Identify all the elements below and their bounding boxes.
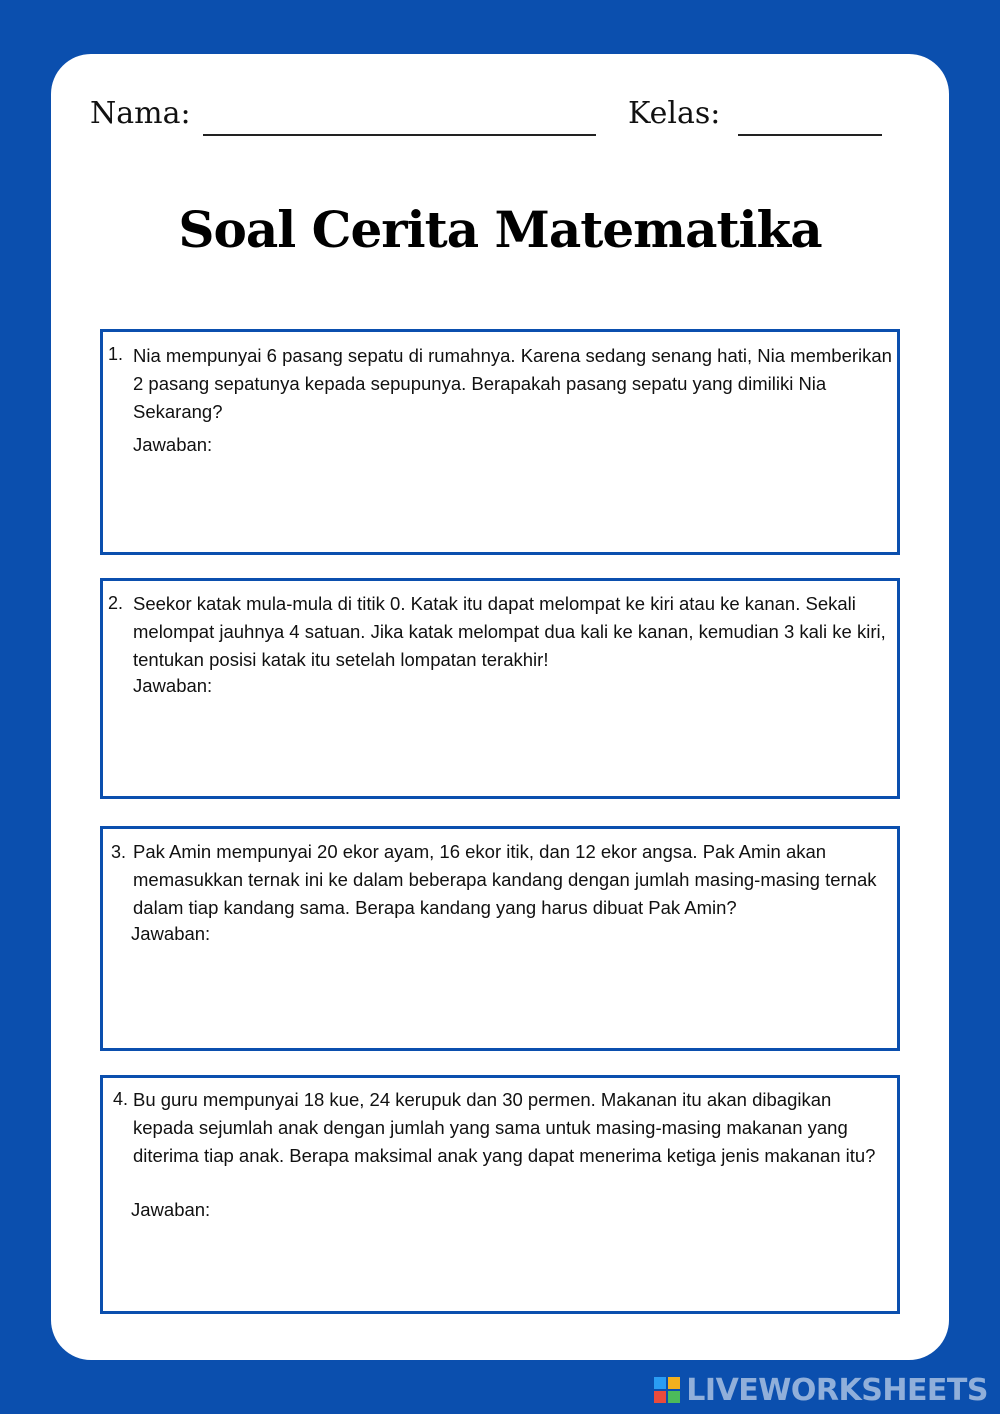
- class-blank-line[interactable]: [738, 134, 882, 136]
- answer-area[interactable]: [133, 705, 883, 785]
- question-number: 4.: [113, 1089, 129, 1109]
- question-number: 3.: [111, 842, 127, 862]
- question-number: 1.: [108, 344, 124, 364]
- answer-area[interactable]: [133, 953, 883, 1038]
- watermark-text: LIVEWORKSHEETS: [686, 1372, 988, 1408]
- student-header: [90, 96, 890, 146]
- liveworksheets-watermark: [654, 1372, 988, 1408]
- answer-label: Jawaban:: [133, 675, 213, 696]
- liveworksheets-logo-icon: [654, 1377, 680, 1403]
- name-blank-line[interactable]: [203, 134, 596, 136]
- question-box-2: [100, 578, 900, 799]
- name-label: Nama:: [90, 96, 191, 131]
- question-text: Nia mempunyai 6 pasang sepatu di rumahnya. Karena sedang senang hati, Nia memberikan 2 pasang sepatunya kepada sepupunya. Berapakah pasang sepatu yang dimiliki Nia Sekarang?: [133, 345, 892, 422]
- answer-label: Jawaban:: [131, 1199, 211, 1220]
- question-text: Pak Amin mempunyai 20 ekor ayam, 16 ekor itik, dan 12 ekor angsa. Pak Amin akan memasukkan ternak ini ke dalam beberapa kandang dengan jumlah masing-masing ternak dalam tiap kandang sama. Berapa kandang yang harus dibuat Pak Amin?: [133, 841, 877, 918]
- answer-label: Jawaban:: [133, 434, 213, 455]
- question-text: Bu guru mempunyai 18 kue, 24 kerupuk dan 30 permen. Makanan itu akan dibagikan kepada sejumlah anak dengan jumlah yang sama untuk masing-masing makanan yang diterima tiap anak. Berapa maksimal anak yang dapat menerima ketiga jenis makanan itu?: [133, 1089, 876, 1166]
- question-box-3: [100, 826, 900, 1051]
- answer-label: Jawaban:: [131, 923, 211, 944]
- class-label: Kelas:: [628, 96, 721, 131]
- question-box-1: [100, 329, 900, 555]
- question-number: 2.: [108, 593, 124, 613]
- page-title: Soal Cerita Matematika: [178, 200, 822, 259]
- question-text: Seekor katak mula-mula di titik 0. Katak itu dapat melompat ke kiri atau ke kanan. Sekali melompat jauhnya 4 satuan. Jika katak melompat dua kali ke kanan, kemudian 3 kali ke kiri, tentukan posisi katak itu setelah lompatan terakhir!: [133, 593, 886, 670]
- answer-area[interactable]: [133, 464, 883, 544]
- answer-area[interactable]: [133, 1228, 883, 1303]
- question-box-4: [100, 1075, 900, 1314]
